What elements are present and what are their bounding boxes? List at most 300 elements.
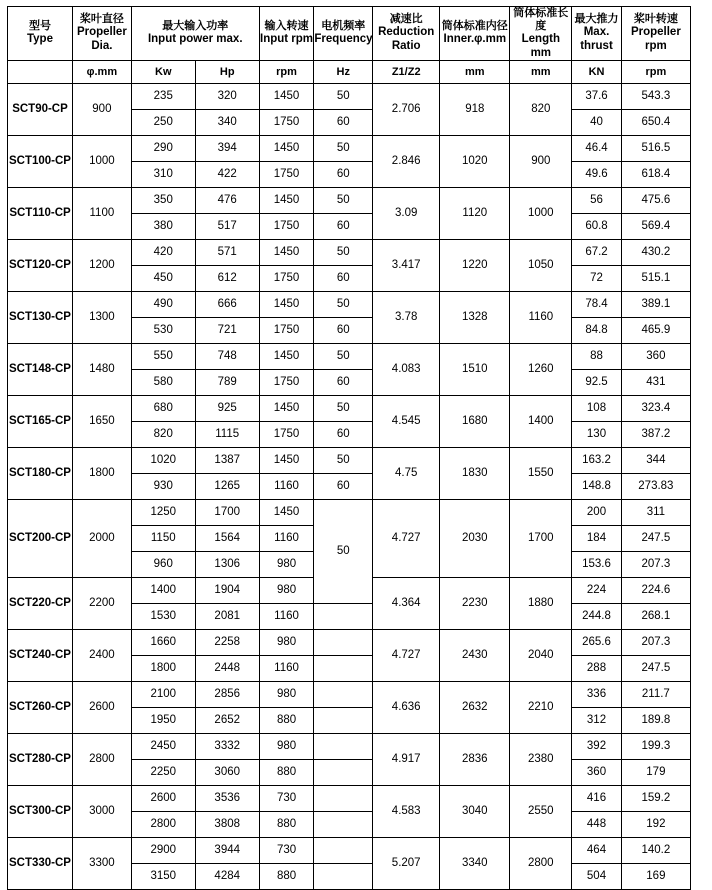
cell-input-power-hp: 1904 — [195, 578, 259, 604]
cell-propeller-rpm: 515.1 — [621, 266, 690, 292]
cell-inner-diameter: 1120 — [440, 188, 510, 240]
cell-input-rpm: 1160 — [259, 656, 314, 682]
cell-inner-diameter: 1680 — [440, 396, 510, 448]
cell-inner-diameter: 918 — [440, 84, 510, 136]
cell-input-power-kw: 450 — [131, 266, 195, 292]
cell-length: 1880 — [510, 578, 572, 630]
cell-input-power-hp: 925 — [195, 396, 259, 422]
cell-propeller-dia: 2000 — [72, 500, 131, 578]
cell-input-power-hp: 748 — [195, 344, 259, 370]
cell-frequency: 50 — [314, 240, 373, 266]
table-row — [8, 188, 691, 214]
cell-propeller-rpm: 323.4 — [621, 396, 690, 422]
cell-input-rpm: 1450 — [259, 292, 314, 318]
cell-max-thrust: 37.6 — [572, 84, 622, 110]
cell-propeller-rpm: 207.3 — [621, 630, 690, 656]
header-inner-diameter: 筒体标准内径 Inner.φ.mm — [440, 7, 510, 61]
cell-propeller-rpm: 207.3 — [621, 552, 690, 578]
cell-propeller-dia: 1300 — [72, 292, 131, 344]
cell-propeller-rpm: 387.2 — [621, 422, 690, 448]
cell-inner-diameter: 1510 — [440, 344, 510, 396]
cell-input-power-hp: 1265 — [195, 474, 259, 500]
cell-max-thrust: 392 — [572, 734, 622, 760]
cell-max-thrust: 265.6 — [572, 630, 622, 656]
cell-type — [8, 500, 73, 578]
cell-length: 1260 — [510, 344, 572, 396]
cell-reduction-ratio: 4.727 — [373, 630, 440, 682]
model-label: SCT200-CP — [8, 531, 71, 544]
cell-frequency: 50 — [314, 448, 373, 474]
cell-input-rpm: 730 — [259, 838, 314, 864]
cell-reduction-ratio: 3.417 — [373, 240, 440, 292]
cell-input-power-hp: 4284 — [195, 864, 259, 890]
cell-input-power-hp: 666 — [195, 292, 259, 318]
cell-frequency — [314, 812, 373, 838]
cell-type — [8, 578, 73, 630]
cell-max-thrust: 224 — [572, 578, 622, 604]
cell-input-rpm: 1750 — [259, 162, 314, 188]
cell-input-rpm: 880 — [259, 812, 314, 838]
cell-type — [8, 786, 73, 838]
cell-reduction-ratio: 4.636 — [373, 682, 440, 734]
cell-max-thrust: 72 — [572, 266, 622, 292]
cell-frequency — [314, 760, 373, 786]
cell-input-rpm: 1750 — [259, 214, 314, 240]
cell-input-power-kw: 350 — [131, 188, 195, 214]
cell-max-thrust: 130 — [572, 422, 622, 448]
cell-input-power-hp: 3808 — [195, 812, 259, 838]
cell-input-power-hp: 1115 — [195, 422, 259, 448]
cell-propeller-rpm: 189.8 — [621, 708, 690, 734]
cell-input-power-hp: 721 — [195, 318, 259, 344]
cell-frequency — [314, 786, 373, 812]
model-label: SCT148-CP — [8, 362, 71, 375]
cell-propeller-dia: 3300 — [72, 838, 131, 890]
cell-input-power-kw: 680 — [131, 396, 195, 422]
cell-reduction-ratio: 3.78 — [373, 292, 440, 344]
cell-propeller-dia: 2800 — [72, 734, 131, 786]
cell-type — [8, 734, 73, 786]
cell-input-rpm: 1450 — [259, 188, 314, 214]
cell-frequency — [314, 604, 373, 630]
cell-length: 2210 — [510, 682, 572, 734]
cell-propeller-rpm: 650.4 — [621, 110, 690, 136]
cell-propeller-dia: 2200 — [72, 578, 131, 630]
cell-reduction-ratio: 4.545 — [373, 396, 440, 448]
cell-length: 1550 — [510, 448, 572, 500]
cell-frequency: 60 — [314, 474, 373, 500]
cell-length: 1400 — [510, 396, 572, 448]
cell-propeller-dia: 900 — [72, 84, 131, 136]
cell-max-thrust: 153.6 — [572, 552, 622, 578]
cell-propeller-dia: 2600 — [72, 682, 131, 734]
cell-type — [8, 396, 73, 448]
unit-length: mm — [510, 61, 572, 84]
header-propeller-rpm: 桨叶转速 Propeller rpm — [621, 7, 690, 61]
cell-input-power-kw: 2800 — [131, 812, 195, 838]
cell-input-power-kw: 960 — [131, 552, 195, 578]
cell-propeller-rpm: 247.5 — [621, 526, 690, 552]
cell-input-power-hp: 2652 — [195, 708, 259, 734]
cell-propeller-rpm: 211.7 — [621, 682, 690, 708]
cell-frequency: 60 — [314, 318, 373, 344]
cell-propeller-rpm: 389.1 — [621, 292, 690, 318]
cell-propeller-rpm: 465.9 — [621, 318, 690, 344]
unit-propeller-rpm: rpm — [621, 61, 690, 84]
cell-reduction-ratio: 4.364 — [373, 578, 440, 630]
cell-inner-diameter: 2430 — [440, 630, 510, 682]
cell-max-thrust: 464 — [572, 838, 622, 864]
cell-propeller-rpm: 569.4 — [621, 214, 690, 240]
cell-propeller-rpm: 431 — [621, 370, 690, 396]
unit-frequency: Hz — [314, 61, 373, 84]
model-label: SCT165-CP — [8, 414, 71, 427]
cell-input-rpm: 1450 — [259, 500, 314, 526]
cell-reduction-ratio: 4.917 — [373, 734, 440, 786]
cell-input-power-hp: 2081 — [195, 604, 259, 630]
unit-ratio: Z1/Z2 — [373, 61, 440, 84]
cell-input-rpm: 980 — [259, 630, 314, 656]
cell-max-thrust: 84.8 — [572, 318, 622, 344]
cell-inner-diameter: 1020 — [440, 136, 510, 188]
table-row — [8, 136, 691, 162]
cell-type — [8, 240, 73, 292]
cell-propeller-dia: 1480 — [72, 344, 131, 396]
cell-max-thrust: 60.8 — [572, 214, 622, 240]
cell-inner-diameter: 3340 — [440, 838, 510, 890]
cell-frequency: 50 — [314, 188, 373, 214]
cell-propeller-dia: 2400 — [72, 630, 131, 682]
header-reduction-ratio: 减速比 Reduction Ratio — [373, 7, 440, 61]
cell-type — [8, 630, 73, 682]
model-label: SCT240-CP — [8, 648, 71, 661]
cell-frequency: 60 — [314, 162, 373, 188]
cell-input-power-kw: 2250 — [131, 760, 195, 786]
cell-propeller-dia: 1200 — [72, 240, 131, 292]
cell-max-thrust: 416 — [572, 786, 622, 812]
cell-max-thrust: 244.8 — [572, 604, 622, 630]
cell-input-power-hp: 3332 — [195, 734, 259, 760]
table-row — [8, 734, 691, 760]
cell-max-thrust: 40 — [572, 110, 622, 136]
cell-type — [8, 682, 73, 734]
model-label: SCT220-CP — [8, 596, 71, 609]
cell-frequency — [314, 656, 373, 682]
cell-max-thrust: 360 — [572, 760, 622, 786]
cell-input-power-hp: 1700 — [195, 500, 259, 526]
cell-type — [8, 188, 73, 240]
cell-max-thrust: 184 — [572, 526, 622, 552]
cell-max-thrust: 108 — [572, 396, 622, 422]
table-row — [8, 396, 691, 422]
model-label: SCT280-CP — [8, 752, 71, 765]
cell-input-power-hp: 2258 — [195, 630, 259, 656]
unit-thrust: KN — [572, 61, 622, 84]
cell-input-rpm: 880 — [259, 760, 314, 786]
cell-propeller-rpm: 543.3 — [621, 84, 690, 110]
cell-propeller-dia: 3000 — [72, 786, 131, 838]
table-row — [8, 630, 691, 656]
cell-frequency: 50 — [314, 396, 373, 422]
cell-type — [8, 84, 73, 136]
cell-max-thrust: 448 — [572, 812, 622, 838]
table-row — [8, 344, 691, 370]
cell-length: 1700 — [510, 500, 572, 578]
cell-propeller-dia: 1650 — [72, 396, 131, 448]
cell-input-power-kw: 250 — [131, 110, 195, 136]
cell-input-power-hp: 517 — [195, 214, 259, 240]
cell-length: 900 — [510, 136, 572, 188]
cell-input-rpm: 1750 — [259, 370, 314, 396]
cell-input-power-kw: 310 — [131, 162, 195, 188]
cell-max-thrust: 504 — [572, 864, 622, 890]
cell-input-rpm: 1750 — [259, 422, 314, 448]
cell-input-rpm: 1750 — [259, 318, 314, 344]
cell-frequency: 50 — [314, 500, 373, 604]
unit-input-rpm: rpm — [259, 61, 314, 84]
table-row — [8, 448, 691, 474]
cell-input-power-kw: 290 — [131, 136, 195, 162]
cell-input-rpm: 1160 — [259, 604, 314, 630]
cell-input-power-kw: 380 — [131, 214, 195, 240]
cell-input-power-hp: 2448 — [195, 656, 259, 682]
cell-input-power-kw: 2450 — [131, 734, 195, 760]
cell-max-thrust: 288 — [572, 656, 622, 682]
cell-inner-diameter: 2632 — [440, 682, 510, 734]
unit-type — [8, 61, 73, 84]
cell-length: 2800 — [510, 838, 572, 890]
cell-input-power-hp: 612 — [195, 266, 259, 292]
cell-max-thrust: 67.2 — [572, 240, 622, 266]
header-frequency: 电机频率 Frequency — [314, 7, 373, 61]
cell-max-thrust: 49.6 — [572, 162, 622, 188]
cell-reduction-ratio: 5.207 — [373, 838, 440, 890]
cell-input-rpm: 980 — [259, 578, 314, 604]
cell-input-power-hp: 394 — [195, 136, 259, 162]
cell-input-power-hp: 320 — [195, 84, 259, 110]
model-label: SCT120-CP — [8, 258, 71, 271]
unit-inner: mm — [440, 61, 510, 84]
cell-propeller-rpm: 224.6 — [621, 578, 690, 604]
cell-length: 1000 — [510, 188, 572, 240]
table-row — [8, 786, 691, 812]
cell-input-rpm: 1450 — [259, 136, 314, 162]
cell-input-power-kw: 1950 — [131, 708, 195, 734]
cell-input-rpm: 1450 — [259, 344, 314, 370]
cell-input-power-kw: 530 — [131, 318, 195, 344]
cell-inner-diameter: 3040 — [440, 786, 510, 838]
cell-propeller-rpm: 247.5 — [621, 656, 690, 682]
cell-input-rpm: 1450 — [259, 240, 314, 266]
cell-propeller-rpm: 475.6 — [621, 188, 690, 214]
cell-input-power-kw: 420 — [131, 240, 195, 266]
model-label: SCT90-CP — [12, 102, 68, 115]
cell-max-thrust: 92.5 — [572, 370, 622, 396]
cell-length: 2040 — [510, 630, 572, 682]
cell-type — [8, 292, 73, 344]
cell-input-power-kw: 2600 — [131, 786, 195, 812]
cell-frequency: 50 — [314, 136, 373, 162]
cell-frequency — [314, 838, 373, 864]
cell-input-power-hp: 789 — [195, 370, 259, 396]
cell-max-thrust: 148.8 — [572, 474, 622, 500]
cell-propeller-rpm: 140.2 — [621, 838, 690, 864]
unit-kw: Kw — [131, 61, 195, 84]
cell-frequency: 60 — [314, 214, 373, 240]
cell-frequency — [314, 682, 373, 708]
cell-input-power-hp: 476 — [195, 188, 259, 214]
header-input-power: 最大输入功率 Input power max. — [131, 7, 259, 61]
cell-propeller-rpm: 199.3 — [621, 734, 690, 760]
header-input-rpm: 输入转速 Input rpm — [259, 7, 314, 61]
cell-input-rpm: 880 — [259, 864, 314, 890]
cell-propeller-rpm: 360 — [621, 344, 690, 370]
cell-max-thrust: 312 — [572, 708, 622, 734]
cell-propeller-rpm: 430.2 — [621, 240, 690, 266]
cell-type — [8, 344, 73, 396]
table-row — [8, 682, 691, 708]
cell-input-power-kw: 550 — [131, 344, 195, 370]
header-propeller-dia: 桨叶直径 Propeller Dia. — [72, 7, 131, 61]
cell-reduction-ratio: 3.09 — [373, 188, 440, 240]
cell-reduction-ratio: 4.75 — [373, 448, 440, 500]
cell-input-rpm: 1450 — [259, 396, 314, 422]
cell-frequency — [314, 708, 373, 734]
cell-type — [8, 136, 73, 188]
cell-input-power-hp: 3060 — [195, 760, 259, 786]
cell-max-thrust: 46.4 — [572, 136, 622, 162]
cell-frequency: 50 — [314, 292, 373, 318]
cell-input-power-kw: 3150 — [131, 864, 195, 890]
cell-reduction-ratio: 4.583 — [373, 786, 440, 838]
cell-propeller-rpm: 179 — [621, 760, 690, 786]
cell-input-power-kw: 1800 — [131, 656, 195, 682]
cell-frequency — [314, 630, 373, 656]
cell-max-thrust: 78.4 — [572, 292, 622, 318]
cell-frequency: 60 — [314, 370, 373, 396]
cell-input-rpm: 880 — [259, 708, 314, 734]
table-row — [8, 240, 691, 266]
cell-input-power-kw: 930 — [131, 474, 195, 500]
cell-propeller-rpm: 516.5 — [621, 136, 690, 162]
cell-inner-diameter: 2836 — [440, 734, 510, 786]
cell-length: 2550 — [510, 786, 572, 838]
cell-propeller-rpm: 311 — [621, 500, 690, 526]
cell-inner-diameter: 1328 — [440, 292, 510, 344]
cell-propeller-rpm: 344 — [621, 448, 690, 474]
cell-input-power-hp: 2856 — [195, 682, 259, 708]
cell-inner-diameter: 1220 — [440, 240, 510, 292]
model-label: SCT260-CP — [8, 700, 71, 713]
table-row — [8, 84, 691, 110]
cell-frequency — [314, 734, 373, 760]
cell-input-rpm: 980 — [259, 682, 314, 708]
cell-length: 2380 — [510, 734, 572, 786]
cell-reduction-ratio: 2.846 — [373, 136, 440, 188]
cell-inner-diameter: 2030 — [440, 500, 510, 578]
cell-input-power-kw: 1530 — [131, 604, 195, 630]
cell-propeller-dia: 1000 — [72, 136, 131, 188]
cell-propeller-rpm: 192 — [621, 812, 690, 838]
cell-inner-diameter: 2230 — [440, 578, 510, 630]
cell-input-rpm: 1160 — [259, 526, 314, 552]
header-max-thrust: 最大推力 Max. thrust — [572, 7, 622, 61]
cell-propeller-rpm: 268.1 — [621, 604, 690, 630]
cell-max-thrust: 163.2 — [572, 448, 622, 474]
cell-propeller-rpm: 169 — [621, 864, 690, 890]
cell-input-power-kw: 1150 — [131, 526, 195, 552]
cell-input-power-kw: 490 — [131, 292, 195, 318]
propeller-spec-table — [7, 6, 691, 890]
cell-input-rpm: 980 — [259, 734, 314, 760]
cell-input-rpm: 980 — [259, 552, 314, 578]
cell-propeller-rpm: 618.4 — [621, 162, 690, 188]
cell-input-power-hp: 1306 — [195, 552, 259, 578]
cell-propeller-dia: 1800 — [72, 448, 131, 500]
cell-max-thrust: 88 — [572, 344, 622, 370]
cell-length: 820 — [510, 84, 572, 136]
cell-frequency: 60 — [314, 422, 373, 448]
cell-input-rpm: 1450 — [259, 448, 314, 474]
table-row — [8, 838, 691, 864]
cell-frequency: 60 — [314, 110, 373, 136]
cell-reduction-ratio: 4.727 — [373, 500, 440, 578]
cell-max-thrust: 200 — [572, 500, 622, 526]
cell-frequency: 50 — [314, 344, 373, 370]
cell-input-power-hp: 1387 — [195, 448, 259, 474]
model-label: SCT300-CP — [8, 804, 71, 817]
cell-input-power-hp: 1564 — [195, 526, 259, 552]
cell-input-power-kw: 1400 — [131, 578, 195, 604]
cell-input-rpm: 1750 — [259, 266, 314, 292]
cell-input-power-kw: 2900 — [131, 838, 195, 864]
model-label: SCT110-CP — [9, 206, 71, 219]
cell-length: 1050 — [510, 240, 572, 292]
cell-input-rpm: 1160 — [259, 474, 314, 500]
cell-propeller-dia: 1100 — [72, 188, 131, 240]
cell-input-power-kw: 1250 — [131, 500, 195, 526]
cell-input-power-hp: 422 — [195, 162, 259, 188]
cell-propeller-rpm: 273.83 — [621, 474, 690, 500]
cell-input-power-kw: 820 — [131, 422, 195, 448]
header-length: 筒体标准长度 Length mm — [510, 7, 572, 61]
cell-input-power-kw: 1660 — [131, 630, 195, 656]
header-type: 型号 Type — [8, 7, 73, 61]
cell-input-power-kw: 1020 — [131, 448, 195, 474]
model-label: SCT330-CP — [8, 856, 71, 869]
cell-frequency: 60 — [314, 266, 373, 292]
cell-frequency: 50 — [314, 84, 373, 110]
header-row-units — [8, 61, 691, 84]
cell-max-thrust: 336 — [572, 682, 622, 708]
cell-reduction-ratio: 4.083 — [373, 344, 440, 396]
cell-input-power-kw: 235 — [131, 84, 195, 110]
cell-type — [8, 448, 73, 500]
cell-reduction-ratio: 2.706 — [373, 84, 440, 136]
cell-input-rpm: 730 — [259, 786, 314, 812]
cell-input-power-hp: 571 — [195, 240, 259, 266]
cell-frequency — [314, 864, 373, 890]
table-row — [8, 500, 691, 526]
cell-input-rpm: 1750 — [259, 110, 314, 136]
cell-input-rpm: 1450 — [259, 84, 314, 110]
cell-input-power-hp: 3944 — [195, 838, 259, 864]
cell-max-thrust: 56 — [572, 188, 622, 214]
cell-inner-diameter: 1830 — [440, 448, 510, 500]
model-label: SCT180-CP — [8, 466, 71, 479]
cell-propeller-rpm: 159.2 — [621, 786, 690, 812]
cell-input-power-hp: 340 — [195, 110, 259, 136]
